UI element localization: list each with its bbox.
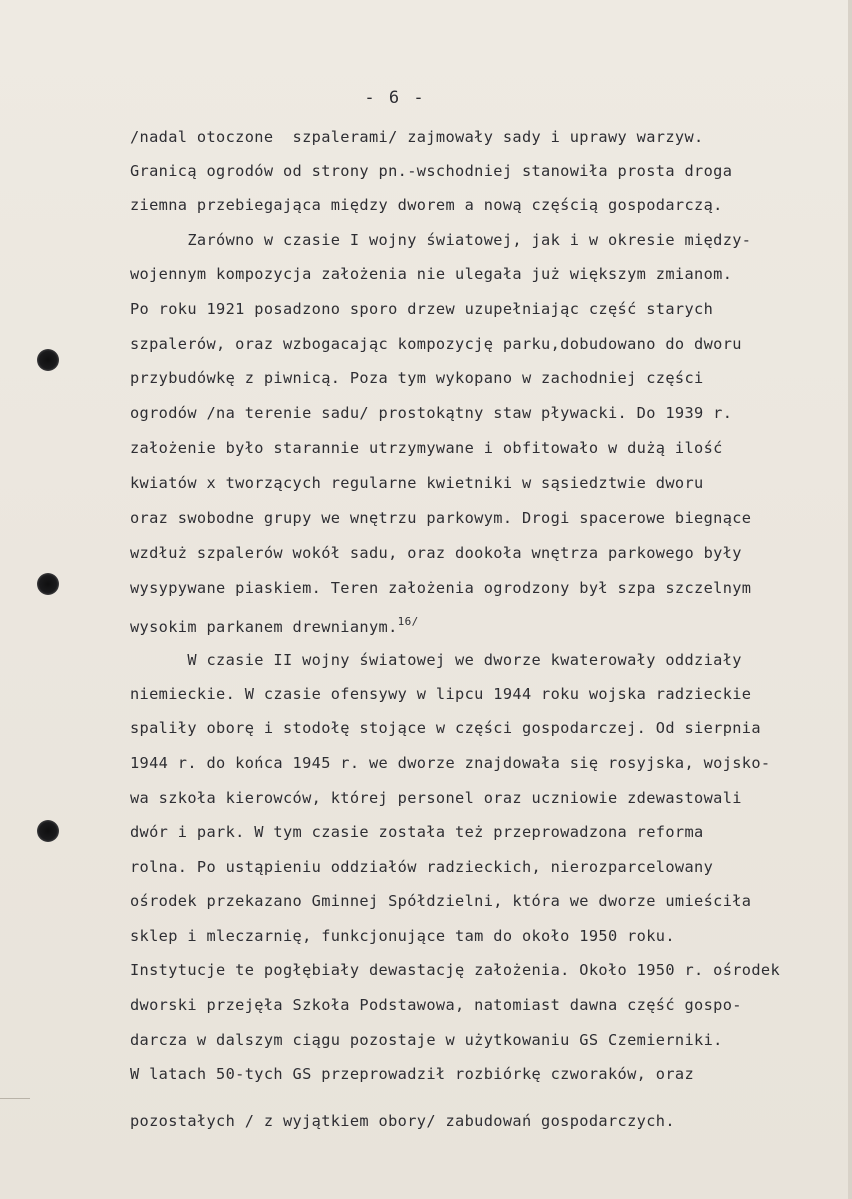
text-line: kwiatów x tworzących regularne kwietniki w sąsiedztwie dworu [130, 474, 704, 492]
text-line: Zarówno w czasie I wojny światowej, jak i w okresie między- [130, 231, 752, 249]
text-line: ogrodów /na terenie sadu/ prostokątny staw pływacki. Do 1939 r. [130, 404, 733, 422]
text-line: dworski przejęła Szkoła Podstawowa, natomiast dawna część gospo- [130, 996, 742, 1014]
text-line: W czasie II wojny światowej we dworze kwaterowały oddziały [130, 651, 742, 669]
text-line: W latach 50-tych GS przeprowadził rozbiórkę czworaków, oraz [130, 1065, 695, 1083]
text-line: Instytucje te pogłębiały dewastację założenia. Około 1950 r. ośrodek [130, 961, 781, 979]
text-line: darcza w dalszym ciągu pozostaje w użytkowaniu GS Czemierniki. [130, 1031, 723, 1049]
text-line: sklep i mleczarnię, funkcjonujące tam do około 1950 roku. [130, 927, 675, 945]
text-line: wojennym kompozycja założenia nie ulegała już większym zmianom. [130, 265, 733, 283]
page-number: - 6 - [364, 88, 426, 108]
text-line: założenie było starannie utrzymywane i obfitowało w dużą ilość [130, 439, 723, 457]
text-line: spaliły oborę i stodołę stojące w części gospodarczej. Od sierpnia [130, 719, 761, 737]
text-line: ośrodek przekazano Gminnej Spółdzielni, która we dworze umieściła [130, 892, 752, 910]
text-line: ziemna przebiegająca między dworem a nową częścią gospodarczą. [130, 196, 723, 214]
text-line: oraz swobodne grupy we wnętrzu parkowym. Drogi spacerowe biegnące [130, 509, 752, 527]
punch-hole [37, 820, 59, 842]
text-line: szpalerów, oraz wzbogacając kompozycję parku,dobudowano do dworu [130, 335, 742, 353]
footnote-reference: 16/ [397, 615, 419, 628]
text-line: wa szkoła kierowców, której personel oraz uczniowie zdewastowali [130, 789, 742, 807]
text-line: wysypywane piaskiem. Teren założenia ogrodzony był szpa szczelnym [130, 579, 752, 597]
text-line: wzdłuż szpalerów wokół sadu, oraz dookoła wnętrza parkowego były [130, 544, 742, 562]
text-line: pozostałych / z wyjątkiem obory/ zabudowań gospodarczych. [130, 1112, 675, 1130]
text-line: Po roku 1921 posadzono sporo drzew uzupełniając część starych [130, 300, 714, 318]
page-edge [848, 0, 852, 1199]
text-line: rolna. Po ustąpieniu oddziałów radzieckich, nierozparcelowany [130, 858, 714, 876]
text-line: /nadal otoczone szpalerami/ zajmowały sady i uprawy warzyw. [130, 128, 704, 146]
text-line-with-footnote [130, 612, 830, 637]
punch-hole [37, 573, 59, 595]
text-span: wysokim parkanem drewnianym. [130, 618, 398, 636]
text-line: 1944 r. do końca 1945 r. we dworze znajdowała się rosyjska, wojsko- [130, 754, 771, 772]
margin-mark [0, 1098, 30, 1099]
text-line: Granicą ogrodów od strony pn.-wschodniej stanowiła prosta droga [130, 162, 733, 180]
text-line: niemieckie. W czasie ofensywy w lipcu 1944 roku wojska radzieckie [130, 685, 752, 703]
text-line: dwór i park. W tym czasie została też przeprowadzona reforma [130, 823, 704, 841]
punch-hole [37, 349, 59, 371]
text-line: przybudówkę z piwnicą. Poza tym wykopano w zachodniej części [130, 369, 704, 387]
